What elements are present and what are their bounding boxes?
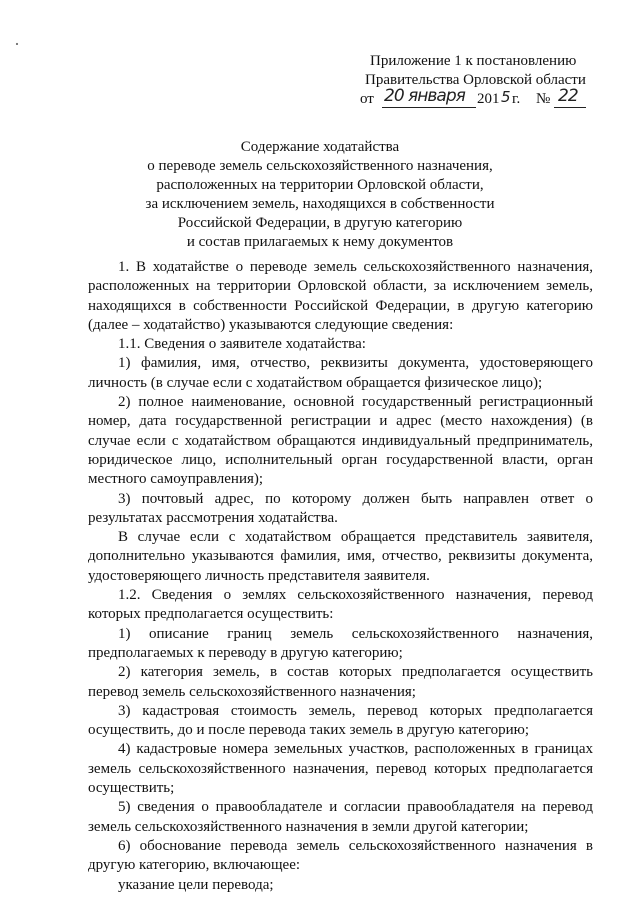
paragraph-purpose: указание цели перевода; bbox=[118, 876, 274, 893]
number-underline bbox=[554, 107, 586, 108]
appendix-date-number-line bbox=[360, 86, 610, 112]
year-printed: 201 bbox=[477, 91, 500, 107]
title-line: и состав прилагаемых к нему документов bbox=[186, 234, 454, 250]
document-title bbox=[120, 138, 520, 252]
title-line: за исключением земель, находящихся в собственности bbox=[145, 196, 495, 212]
title-line: Содержание ходатайства bbox=[240, 139, 400, 155]
paragraph-representative: В случае если с ходатайством обращается представитель заявителя, дополнительно указываются фамилия, имя, отчество, реквизиты документа, удостоверяющего личность представителя заявителя. bbox=[88, 529, 593, 584]
paragraph-1-2-item-5: 5) сведения о правообладателе и согласии правообладателя на перевод земель сельскохозяйственного назначения в земли другой категории; bbox=[88, 799, 593, 835]
paragraph-1-1-item-3: 3) почтовый адрес, по которому должен быть направлен ответ о результатах рассмотрения ходатайства. bbox=[88, 490, 593, 526]
title-line: Российской Федерации, в другую категорию bbox=[177, 215, 463, 231]
handwritten-number: 22 bbox=[558, 86, 578, 106]
number-sign: № bbox=[536, 91, 551, 107]
paragraph-1-1: 1.1. Сведения о заявителе ходатайства: bbox=[118, 336, 366, 353]
title-line: о переводе земель сельскохозяйственного назначения, bbox=[147, 158, 493, 174]
paragraph-1-2: 1.2. Сведения о землях сельскохозяйственного назначения, перевод которых предполагается осуществить: bbox=[88, 587, 593, 623]
date-underline bbox=[382, 107, 476, 108]
paragraph-1-2-item-1: 1) описание границ земель сельскохозяйственного назначения, предполагаемых к переводу в другую категорию; bbox=[88, 625, 593, 661]
year-suffix: г. bbox=[512, 91, 521, 107]
paragraph-1-2-item-4: 4) кадастровые номера земельных участков, расположенных в границах земель сельскохозяйственного назначения, перевод которых предполагается осуществить; bbox=[88, 741, 593, 797]
paragraph-1-2-item-2: 2) категория земель, в состав которых предполагается осуществить перевод земель сельскохозяйственного назначения; bbox=[88, 664, 593, 700]
date-prefix: от bbox=[360, 91, 374, 107]
scan-speck: · bbox=[14, 34, 20, 54]
year-handwritten: 5 bbox=[501, 88, 510, 106]
paragraph-1-2-item-6: 6) обоснование перевода земель сельскохозяйственного назначения в другую категорию, включающее: bbox=[88, 837, 593, 874]
document-body bbox=[88, 258, 593, 895]
appendix-header bbox=[360, 52, 610, 112]
paragraph-item-1: 1. В ходатайстве о переводе земель сельскохозяйственного назначения, расположенных на территории Орловской области, за исключением земель, находящихся в собственности Российской Федерации, в другую категорию (далее – ходатайство) указываются следующие сведения: bbox=[88, 259, 593, 333]
title-line: расположенных на территории Орловской области, bbox=[156, 177, 484, 193]
paragraph-1-1-item-1: 1) фамилия, имя, отчество, реквизиты документа, удостоверяющего личность (в случае если с ходатайством обращается физическое лицо); bbox=[88, 355, 593, 391]
appendix-line-2: Правительства Орловской области bbox=[365, 72, 586, 88]
paragraph-1-2-item-3: 3) кадастровая стоимость земель, перевод которых предполагается осуществить, до и после перевода таких земель в другую категорию; bbox=[88, 702, 593, 739]
handwritten-date: 20 января bbox=[384, 86, 465, 106]
appendix-line-1: Приложение 1 к постановлению bbox=[370, 53, 577, 69]
paragraph-1-1-item-2: 2) полное наименование, основной государственный регистрационный номер, дата государственной регистрации и адрес (место нахождения) (в случае если с ходатайством обращаются индивидуальный предприниматель, юридическое лицо, исполнительный орган государственной власти, орган местного самоуправления); bbox=[88, 394, 593, 488]
